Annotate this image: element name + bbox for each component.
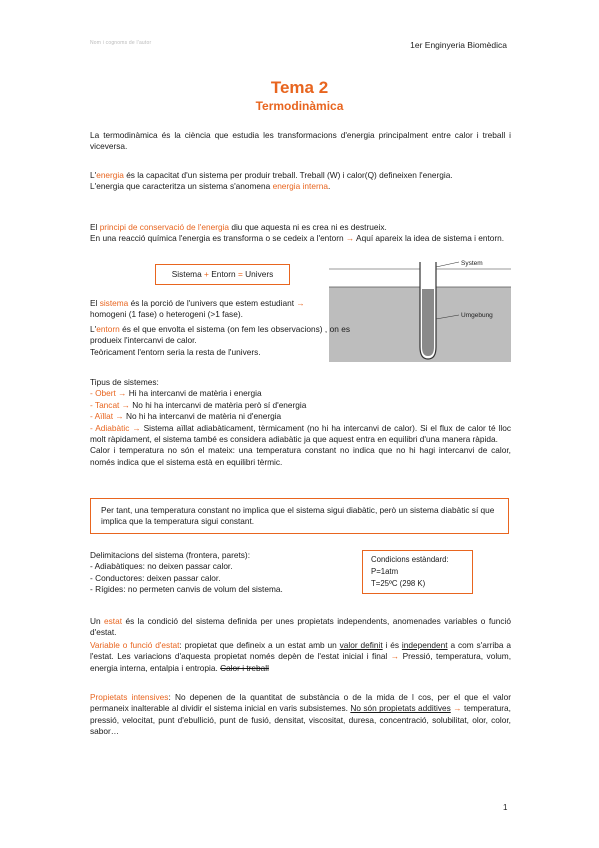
system-environment-figure: [329, 259, 511, 362]
header-author: Nom i cognoms de l'autor: [90, 40, 152, 46]
type-item-closed: - Tancat → No hi ha intercanvi de matèria però sí d'energia: [90, 399, 307, 410]
standard-temperature: T=25ºC (298 K): [371, 579, 426, 588]
heat-temperature-note: Calor i temperatura no són el mateix: una temperatura constant no indica que no hi hagi intercanvi de calor, només indica que el sistema està en equilibri tèrmic.: [90, 445, 511, 467]
limit-item-conductive: - Conductores: deixen passar calor.: [90, 572, 221, 583]
limit-item-adiabatic: - Adiabàtiques: no deixen passar calor.: [90, 561, 233, 572]
system-types-section: [90, 377, 511, 468]
system-paragraph: El sistema és la porció de l'univers que estem estudiant → homogeni (1 fase) o heterogeni (>1 fase).: [90, 298, 305, 320]
equation-box: Sistema + Entorn = Univers: [155, 264, 290, 285]
type-item-isolated: - Aïllat → No hi ha intercanvi de matèria ni d'energia: [90, 411, 282, 422]
page-title: Tema 2: [270, 78, 329, 97]
standard-conditions-title: Condicions estàndard:: [371, 555, 449, 564]
type-item-adiabatic: - Adiabàtic → Sistema aïllat adiabàticament, tèrmicament (no hi ha intercanvi de calor). Si el flux de calor té lloc molt ràpidament, el sistema també es considera adiabàtic ja que aquest entra en equilibri d'una manera ràpida.: [90, 422, 511, 445]
system-limits-section: [90, 550, 350, 596]
intensive-properties-paragraph: Propietats intensives: No depenen de la quantitat de substància o de la mida de l cos, per el que el valor permaneix inalterable al dividir el sistema inicial en varis subsistemes. No són propietats additives → temperatura, pressió, velocitat, punt d'ebullició, punt de fusió, densitat, viscositat, duresa, concentració, solubilitat, olor, color, sabor…: [90, 692, 511, 737]
temperature-note-box: Per tant, una temperatura constant no implica que el sistema sigui diabàtic, però un sistema diabàtic sí que implica que la temperatura sigui constant.: [90, 498, 509, 534]
system-types-heading: Tipus de sistemes:: [90, 377, 159, 387]
entorn-paragraph: L'entorn és el que envolta el sistema (on fem les observacions) , on es produeix l'intercanvi de calor. Teòricament l'entorn seria la resta de l'univers.: [90, 324, 350, 357]
figure-label-environment: Umgebung: [461, 312, 493, 319]
page-number: 1: [503, 803, 508, 812]
type-item-open: - Obert → Hi ha intercanvi de matèria i energia: [90, 388, 262, 399]
page-subtitle: Termodinàmica: [255, 99, 344, 113]
figure-label-system: System: [461, 260, 483, 267]
standard-pressure: P=1atm: [371, 567, 399, 576]
state-variable-paragraph: Variable o funció d'estat: propietat que defineix a un estat amb un valor definit i és independent a com s'arriba a l'estat. Les variacions d'aquesta propietat només depèn de l'estat inicial i final → Pressió, temperatura, volum, energia interna, entalpia i entropia. Calor i treball: [90, 640, 511, 673]
standard-conditions-box: [362, 550, 473, 594]
limits-heading: Delimitacions del sistema (frontera, parets):: [90, 550, 251, 560]
energy-paragraph: L'energia és la capacitat d'un sistema per produir treball. Treball (W) i calor(Q) defineixen l'energia. L'energia que caracteritza un sistema s'anomena energia interna.: [90, 170, 453, 192]
header-course: 1er Enginyeria Biomèdica: [410, 40, 507, 50]
limit-item-rigid: - Rígides: no permeten canvis de volum del sistema.: [90, 584, 283, 595]
conservation-paragraph: El principi de conservació de l'energia diu que aquesta ni es crea ni es destrueix. En una reacció química l'energia es transforma o se cedeix a l'entorn → Aquí apareix la idea de sistema i entorn.: [90, 222, 505, 244]
state-paragraph: Un estat és la condició del sistema definida per unes propietats independents, anomenades variables o funció d'estat.: [90, 616, 511, 638]
intro-paragraph: La termodinàmica és la ciència que estudia les transformacions d'energia principalment entre calor i treball i viceversa.: [90, 130, 511, 152]
